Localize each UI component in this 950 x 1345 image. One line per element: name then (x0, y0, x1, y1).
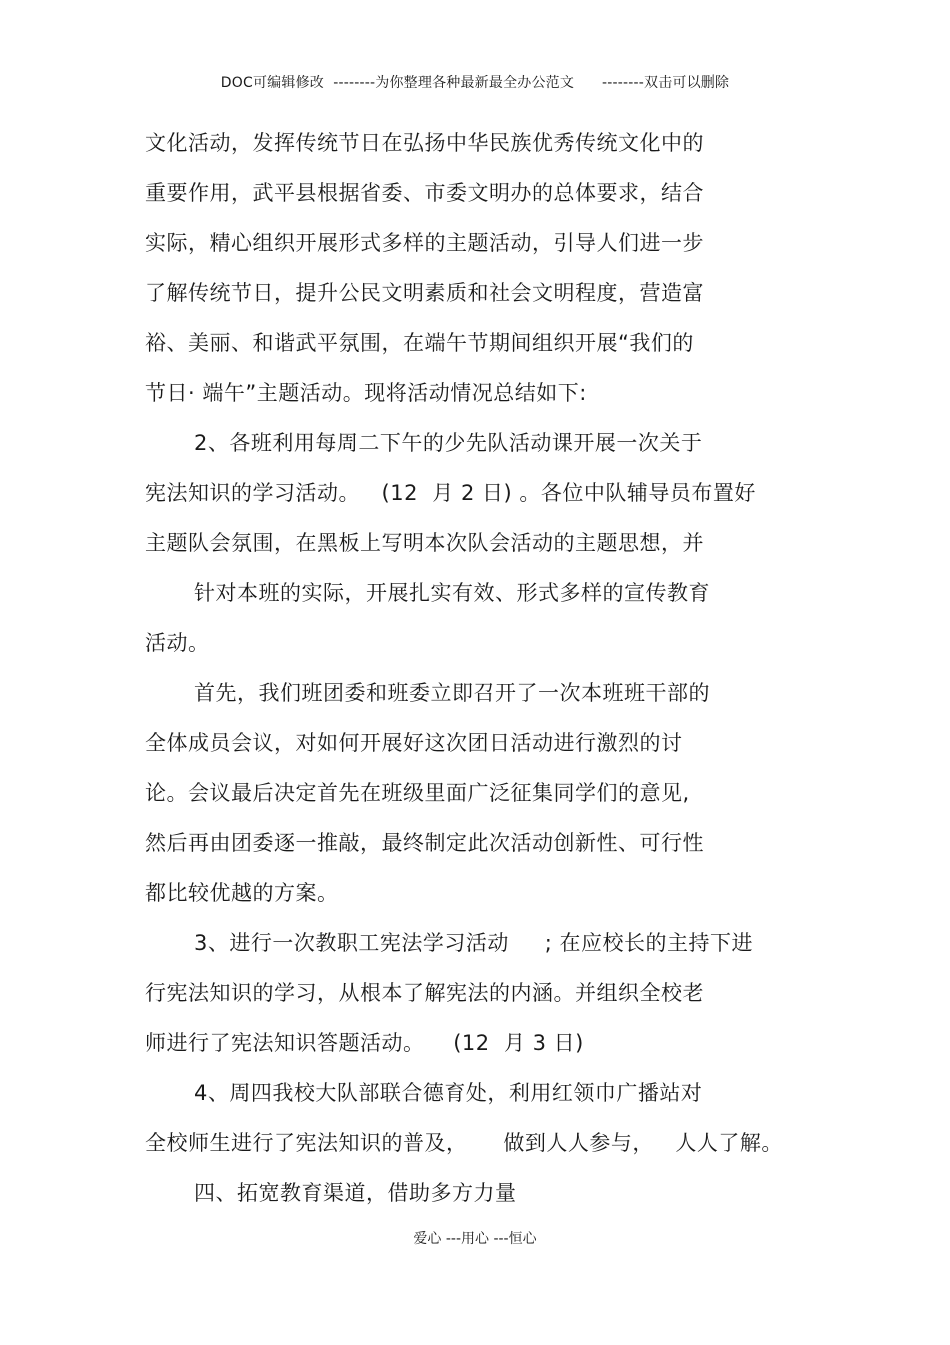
text-line: 都比较优越的方案。 (145, 881, 339, 905)
text-line: 裕、美丽、和谐武平氛围，在端午节期间组织开展“我们的 (145, 331, 694, 355)
text-line: 然后再由团委逐一推敲，最终制定此次活动创新性、可行性 (145, 831, 704, 855)
text-line: 节日· 端午”主题活动。现将活动情况总结如下: (145, 381, 587, 405)
text-line: 实际，精心组织开展形式多样的主题活动，引导人们进一步 (145, 231, 704, 255)
text-line: 论。会议最后决定首先在班级里面广泛征集同学们的意见, (145, 781, 690, 805)
text-line: 针对本班的实际，开展扎实有效、形式多样的宣传教育 (194, 581, 710, 605)
text-line: 活动。 (145, 631, 210, 655)
text-line: 师进行了宪法知识答题活动。 (12 月 3 日) (145, 1031, 584, 1055)
page-header: DOC可编辑修改 --------为你整理各种最新最全办公范文 --------双击可以删除 (220, 75, 730, 91)
text-line: 3、进行一次教职工宪法学习活动 ; 在应校长的主持下进 (194, 931, 753, 955)
text-line: 文化活动，发挥传统节日在弘扬中华民族优秀传统文化中的 (145, 131, 704, 155)
text-line: 全校师生进行了宪法知识的普及， 做到人人参与， 人人了解。 (145, 1131, 783, 1155)
text-line: 2、各班利用每周二下午的少先队活动课开展一次关于 (194, 431, 703, 455)
text-line: 重要作用，武平县根据省委、市委文明办的总体要求，结合 (145, 181, 704, 205)
text-line: 行宪法知识的学习，从根本了解宪法的内涵。并组织全校老 (145, 981, 704, 1005)
text-line: 宪法知识的学习活动。 (12 月 2 日) 。各位中队辅导员布置好 (145, 481, 756, 505)
text-line: 首先，我们班团委和班委立即召开了一次本班班干部的 (194, 681, 710, 705)
document-body (145, 118, 825, 1218)
text-line: 4、周四我校大队部联合德育处，利用红领巾广播站对 (194, 1081, 703, 1105)
text-line: 全体成员会议，对如何开展好这次团日活动进行激烈的讨 (145, 731, 683, 755)
page-footer: 爱心 ---用心 ---恒心 (413, 1231, 537, 1247)
text-line: 主题队会氛围，在黑板上写明本次队会活动的主题思想，并 (145, 531, 704, 555)
text-line: 了解传统节日，提升公民文明素质和社会文明程度，营造富 (145, 281, 704, 305)
text-line: 四、拓宽教育渠道，借助多方力量 (194, 1181, 517, 1205)
